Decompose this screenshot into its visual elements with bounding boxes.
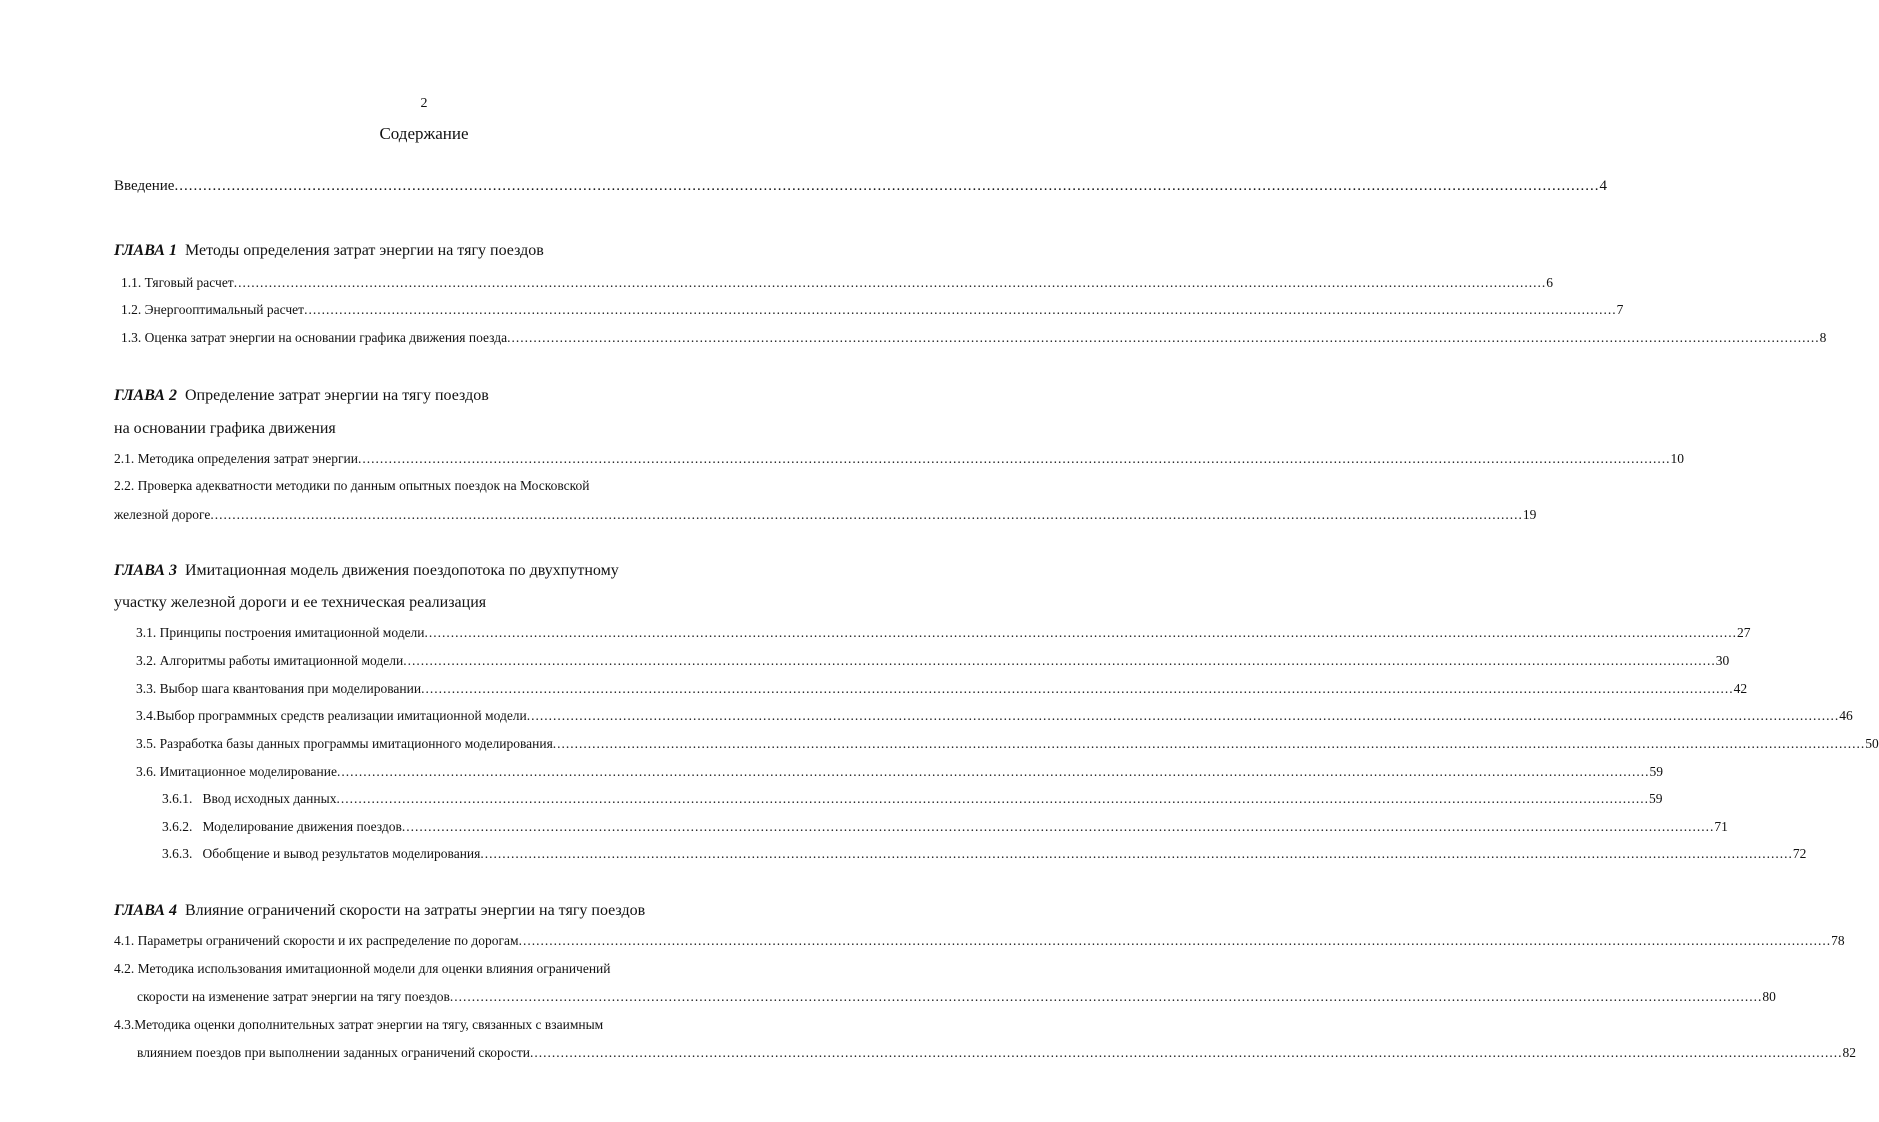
- toc-entry-page: 30: [1715, 653, 1730, 668]
- chapter-1-heading[interactable]: [114, 242, 544, 260]
- dot-leader: ............................................................................................................................................................................................................................................................................................................: [304, 302, 1617, 317]
- toc-entry-3-6-3[interactable]: [162, 846, 1807, 862]
- toc-entry-title: 3.5. Разработка базы данных программы имитационного моделирования: [136, 736, 553, 751]
- toc-entry-3-5[interactable]: [136, 736, 1879, 752]
- toc-entry-title: 4.1. Параметры ограничений скорости и их распределение по дорогам: [114, 933, 519, 948]
- dot-leader: ............................................................................................................................................................................................................................................................................................................: [401, 819, 1715, 834]
- chapter-number: ГЛАВА 2: [114, 387, 177, 404]
- dot-leader: ............................................................................................................................................................................................................................................................................................................: [552, 736, 1866, 751]
- toc-entry-page: 59: [1648, 791, 1663, 806]
- toc-entry-page: 59: [1649, 764, 1663, 779]
- chapter-3-heading[interactable]: [114, 562, 619, 580]
- toc-entry-3-3[interactable]: [136, 681, 1748, 697]
- toc-entry-page: 72: [1792, 846, 1807, 861]
- toc-entry-2-1[interactable]: [114, 451, 1684, 467]
- toc-entry-page: 4: [1599, 178, 1607, 194]
- toc-entry-title: 1.3. Оценка затрат энергии на основании графика движения поезда: [121, 330, 508, 345]
- dot-leader: ............................................................................................................................................................................................................................................................................................................: [507, 330, 1820, 345]
- toc-entry-title: 3.6.3. Обобщение и вывод результатов моделирования: [162, 846, 481, 861]
- chapter-2-heading-cont: на основании графика движения: [114, 420, 336, 437]
- toc-entry-4-2-line1[interactable]: 4.2. Методика использования имитационной модели для оценки влияния ограничений: [114, 961, 611, 976]
- toc-entry-page: 10: [1670, 451, 1684, 466]
- toc-entry-4-2[interactable]: [137, 989, 1776, 1005]
- toc-entry-title: 3.1. Принципы построения имитационной модели: [136, 625, 425, 640]
- toc-entry-page: 19: [1522, 507, 1537, 522]
- toc-entry-1-2[interactable]: [121, 302, 1624, 318]
- toc-entry-3-2[interactable]: [136, 653, 1730, 669]
- chapter-4-heading[interactable]: [114, 902, 645, 920]
- page-number: 2: [420, 96, 428, 111]
- toc-entry-page: 80: [1762, 989, 1776, 1004]
- toc-entry-page: 42: [1733, 681, 1748, 696]
- toc-entry-title: 3.3. Выбор шага квантования при моделировании: [136, 681, 422, 696]
- dot-leader: ............................................................................................................................................................................................................................................................................................................: [336, 791, 1649, 806]
- toc-entry-4-1[interactable]: [114, 933, 1845, 949]
- toc-entry-3-6-2[interactable]: [162, 819, 1728, 835]
- toc-entry-title: 2.1. Методика определения затрат энергии: [114, 451, 358, 466]
- chapter-number: ГЛАВА 4: [114, 902, 177, 919]
- dot-leader: ............................................................................................................................................................................................................................................................................................................: [424, 625, 1738, 640]
- toc-entry-page: 46: [1839, 708, 1853, 723]
- toc-entry-3-4[interactable]: [136, 708, 1853, 724]
- chapter-number: ГЛАВА 3: [114, 562, 177, 579]
- toc-entry-page: 7: [1616, 302, 1624, 317]
- toc-entry-title: 3.6.1. Ввод исходных данных: [162, 791, 337, 806]
- toc-entry-4-3-line1[interactable]: 4.3.Методика оценки дополнительных затрат энергии на тягу, связанных с взаимным: [114, 1017, 604, 1032]
- toc-entry-title: влиянием поездов при выполнении заданных ограничений скорости: [137, 1045, 531, 1060]
- toc-entry-title: 3.6.2. Моделирование движения поездов: [162, 819, 402, 834]
- chapter-title: Определение затрат энергии на тягу поездов: [184, 387, 489, 404]
- dot-leader: ............................................................................................................................................................................................................................................................................................................: [518, 933, 1832, 948]
- dot-leader: ............................................................................................................................................................................................................................................................................................................: [357, 451, 1671, 466]
- toc-entry-page: 78: [1831, 933, 1845, 948]
- chapter-number: ГЛАВА 1: [114, 242, 177, 259]
- toc-entry-page: 50: [1865, 736, 1879, 751]
- toc-entry-3-6-1[interactable]: [162, 791, 1663, 807]
- dot-leader: ............................................................................................................................................................................................................................................................................................................: [421, 681, 1734, 696]
- toc-entry-4-3[interactable]: [137, 1045, 1857, 1061]
- dot-leader: ............................................................................................................................................................................................................................................................................................................: [403, 653, 1716, 668]
- toc-entry-title: 3.2. Алгоритмы работы имитационной модели: [136, 653, 404, 668]
- dot-leader: ............................................................................................................................................................................................................................................................................................................: [174, 178, 1600, 194]
- toc-entry-title: Введение: [114, 178, 175, 194]
- dot-leader: ............................................................................................................................................................................................................................................................................................................: [336, 764, 1650, 779]
- toc-entry-title: 3.6. Имитационное моделирование: [136, 764, 337, 779]
- chapter-title: Имитационная модель движения поездопотока по двухпутному: [184, 562, 619, 579]
- dot-leader: ............................................................................................................................................................................................................................................................................................................: [530, 1045, 1843, 1060]
- dot-leader: ............................................................................................................................................................................................................................................................................................................: [233, 275, 1547, 290]
- chapter-title: Влияние ограничений скорости на затраты энергии на тягу поездов: [184, 902, 646, 919]
- toc-entry-1-3[interactable]: [121, 330, 1827, 346]
- page-title: Содержание: [379, 124, 469, 143]
- toc-entry-title: скорости на изменение затрат энергии на тягу поездов: [137, 989, 450, 1004]
- toc-entry-title: железной дороге: [114, 507, 211, 522]
- toc-entry-page: 6: [1546, 275, 1553, 290]
- toc-entry-3-1[interactable]: [136, 625, 1751, 641]
- toc-entry-page: 71: [1714, 819, 1728, 834]
- toc-entry-title: 3.4.Выбор программных средств реализации имитационной модели: [136, 708, 527, 723]
- dot-leader: ............................................................................................................................................................................................................................................................................................................: [449, 989, 1763, 1004]
- toc-entry-page: 82: [1842, 1045, 1857, 1060]
- toc-entry-3-6[interactable]: [136, 764, 1663, 780]
- toc-entry-title: 1.1. Тяговый расчет: [121, 275, 234, 290]
- toc-entry-intro[interactable]: [114, 178, 1607, 195]
- dot-leader: ............................................................................................................................................................................................................................................................................................................: [480, 846, 1793, 861]
- dot-leader: ............................................................................................................................................................................................................................................................................................................: [210, 507, 1523, 522]
- chapter-title: Методы определения затрат энергии на тягу поездов: [184, 242, 544, 259]
- chapter-3-heading-cont: участку железной дороги и ее техническая реализация: [114, 594, 487, 611]
- chapter-2-heading[interactable]: [114, 387, 489, 405]
- toc-entry-title: 1.2. Энергооптимальный расчет: [121, 302, 305, 317]
- toc-entry-page: 27: [1737, 625, 1751, 640]
- toc-entry-page: 8: [1819, 330, 1827, 345]
- dot-leader: ............................................................................................................................................................................................................................................................................................................: [526, 708, 1840, 723]
- toc-entry-2-2-line1[interactable]: 2.2. Проверка адекватности методики по данным опытных поездок на Московской: [114, 478, 590, 493]
- toc-entry-1-1[interactable]: [121, 275, 1553, 291]
- toc-entry-2-2[interactable]: [114, 507, 1537, 523]
